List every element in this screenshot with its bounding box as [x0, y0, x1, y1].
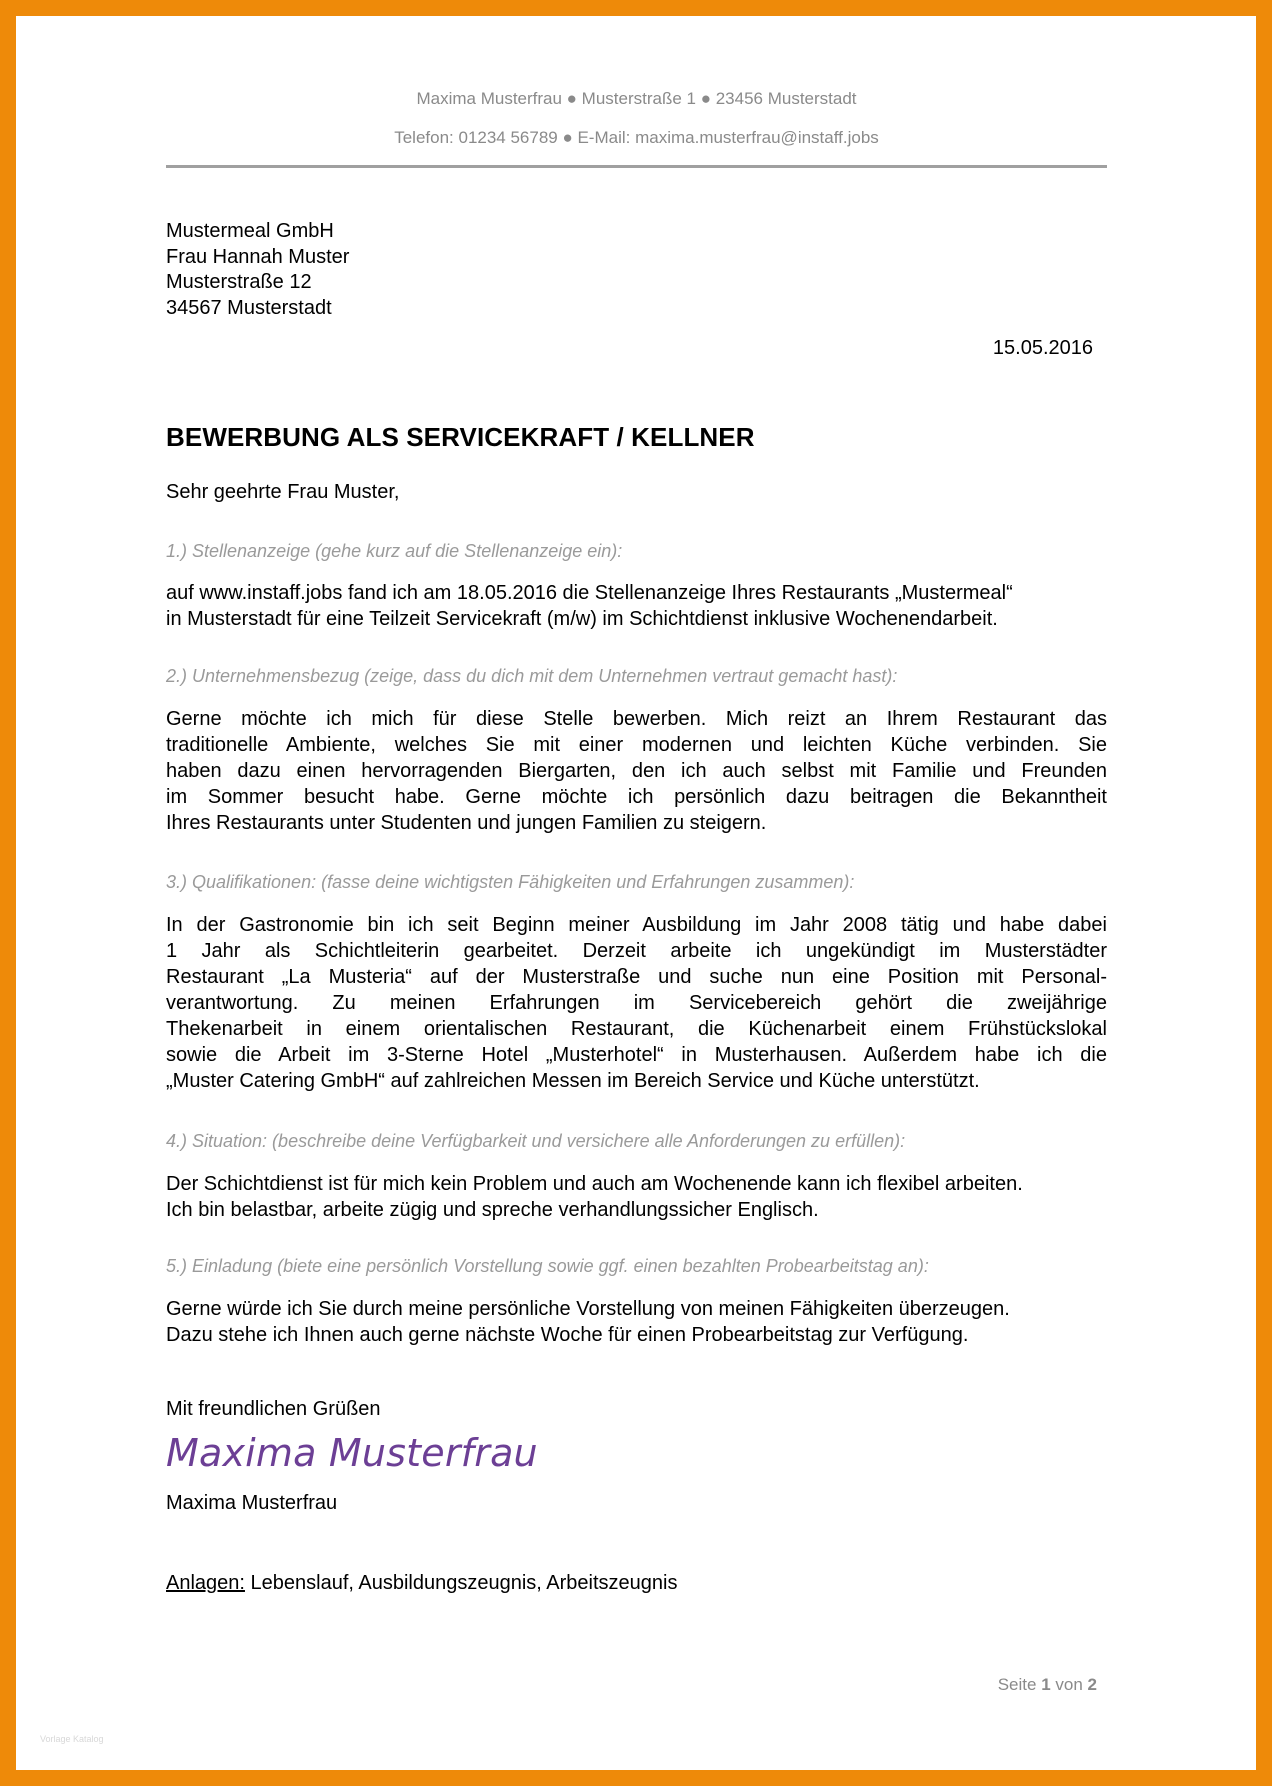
section-body-4 — [166, 1171, 1107, 1223]
body-line: Dazu stehe ich Ihnen auch gerne nächste Woche für einen Probearbeitstag zur Verfügung. — [166, 1324, 969, 1346]
page-number-current: 1 — [1041, 1675, 1051, 1694]
body-line: 1 Jahr als Schichtleiterin gearbeitet. Derzeit arbeite ich ungekündigt im Musterstädter — [166, 940, 1107, 962]
page-number — [998, 1675, 1097, 1695]
sender-header-contact: Telefon: 01234 56789 ● E-Mail: maxima.musterfrau@instaff.jobs — [394, 128, 879, 147]
body-line: Ich bin belastbar, arbeite zügig und spreche verhandlungssicher Englisch. — [166, 1199, 819, 1221]
recipient-street: Musterstraße 12 — [166, 271, 312, 293]
body-line: Der Schichtdienst ist für mich kein Problem und auch am Wochenende kann ich flexibel arbeiten. — [166, 1173, 1023, 1195]
body-line: sowie die Arbeit im 3-Sterne Hotel „Musterhotel“ in Musterhausen. Außerdem habe ich die — [166, 1044, 1107, 1066]
body-line: Gerne möchte ich mich für diese Stelle bewerben. Mich reizt an Ihrem Restaurant das — [166, 708, 1107, 730]
body-line: auf www.instaff.jobs fand ich am 18.05.2016 die Stellenanzeige Ihres Restaurants „Mustermeal“ — [166, 582, 1013, 604]
body-line: Gerne würde ich Sie durch meine persönliche Vorstellung von meinen Fähigkeiten überzeugen. — [166, 1298, 1010, 1320]
body-line: im Sommer besucht habe. Gerne möchte ich persönlich dazu beitragen die Bekanntheit — [166, 786, 1107, 808]
body-line: In der Gastronomie bin ich seit Beginn meiner Ausbildung im Jahr 2008 tätig und habe dabei — [166, 914, 1107, 936]
page-number-middle: von — [1050, 1675, 1088, 1694]
section-body-5 — [166, 1296, 1107, 1348]
watermark: Vorlage Katalog — [40, 1734, 104, 1744]
signature: Maxima Musterfrau — [166, 1431, 538, 1475]
letter-page — [166, 0, 1107, 1786]
section-hint-5: 5.) Einladung (biete eine persönlich Vorstellung sowie ggf. einen bezahlten Probearbeitstag an): — [166, 1256, 929, 1276]
enclosures-list: Lebenslauf, Ausbildungszeugnis, Arbeitszeugnis — [244, 1572, 678, 1594]
body-line: haben dazu einen hervorragenden Biergarten, den ich auch selbst mit Familie und Freunden — [166, 760, 1107, 782]
recipient-address — [166, 219, 349, 321]
enclosures-label: Anlagen: — [166, 1572, 245, 1594]
recipient-company: Mustermeal GmbH — [166, 220, 334, 242]
section-body-2 — [166, 706, 1107, 836]
enclosures — [166, 1572, 678, 1595]
body-line: Ihres Restaurants unter Studenten und jungen Familien zu steigern. — [166, 812, 767, 834]
page-number-total: 2 — [1087, 1675, 1097, 1694]
page-number-prefix: Seite — [997, 1675, 1042, 1694]
recipient-person: Frau Hannah Muster — [166, 245, 350, 268]
section-hint-4: 4.) Situation: (beschreibe deine Verfügbarkeit und versichere alle Anforderungen zu erfüllen): — [166, 1131, 906, 1151]
letter-date: 15.05.2016 — [992, 337, 1093, 359]
body-line: traditionelle Ambiente, welches Sie mit einer modernen und leichten Küche verbinden. Sie — [166, 734, 1107, 756]
body-line: „Muster Catering GmbH“ auf zahlreichen Messen im Bereich Service und Küche unterstützt. — [166, 1070, 980, 1092]
body-line: Restaurant „La Musteria“ auf der Musterstraße und suche nun eine Position mit Personal- — [166, 966, 1107, 988]
section-hint-1: 1.) Stellenanzeige (gehe kurz auf die Stellenanzeige ein): — [166, 541, 623, 561]
recipient-city: 34567 Musterstadt — [166, 296, 332, 319]
header-divider — [166, 165, 1107, 168]
body-line: verantwortung. Zu meinen Erfahrungen im Servicebereich gehört die zweijährige — [166, 992, 1107, 1014]
section-hint-3: 3.) Qualifikationen: (fasse deine wichtigsten Fähigkeiten und Erfahrungen zusammen): — [166, 872, 855, 892]
letter-subject: BEWERBUNG ALS SERVICEKRAFT / KELLNER — [166, 422, 755, 452]
section-hint-2: 2.) Unternehmensbezug (zeige, dass du dich mit dem Unternehmen vertraut gemacht hast): — [166, 666, 898, 686]
section-body-3 — [166, 912, 1107, 1094]
sender-name: Maxima Musterfrau — [166, 1492, 338, 1514]
salutation: Sehr geehrte Frau Muster, — [166, 481, 400, 503]
body-line: Thekenarbeit in einem orientalischen Restaurant, die Küchenarbeit einem Frühstückslokal — [166, 1018, 1107, 1040]
sender-header-address: Maxima Musterfrau ● Musterstraße 1 ● 23456 Musterstadt — [416, 89, 857, 108]
section-body-1 — [166, 580, 1107, 632]
closing-phrase: Mit freundlichen Grüßen — [166, 1398, 381, 1420]
body-line: in Musterstadt für eine Teilzeit Servicekraft (m/w) im Schichtdienst inklusive Wochenendarbeit. — [166, 608, 998, 630]
